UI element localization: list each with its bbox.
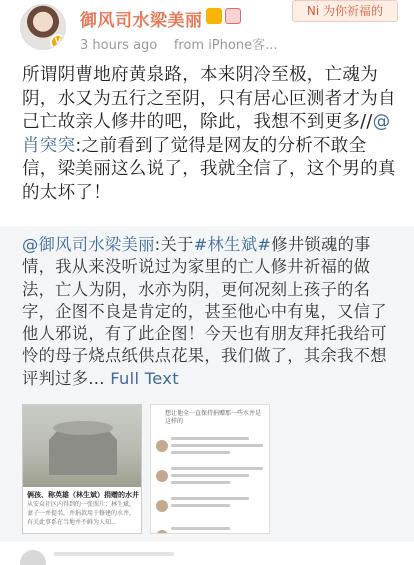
fan-badge-icon (225, 8, 241, 24)
comment-row (151, 467, 269, 493)
comment-row (151, 437, 269, 463)
hashtag-link[interactable]: #林生斌# (193, 235, 272, 254)
verified-icon: V (50, 34, 66, 50)
vip-badges (206, 8, 241, 24)
post-timestamp: 3 hours ago (80, 38, 158, 53)
comment-row (151, 527, 269, 534)
vip-badge-icon (206, 8, 222, 24)
mention-link[interactable]: @肖突突 (22, 112, 391, 156)
repost-body (22, 234, 396, 390)
comment-row (151, 497, 269, 523)
image-caption (23, 487, 142, 534)
image-caption-title: 俩孩、称英雄（林生斌）捐赠的水井 (27, 491, 139, 499)
post-text-part-3: :之前看到了觉得是网友的分析不敢全信，梁美丽这么说了，我就全信了，这个男的真的太坏了！ (22, 135, 396, 203)
repost-prefix: :关于 (154, 235, 194, 254)
post-text-part-1: 所谓阴曹地府黄泉路，本来阴冷至极，亡魂为阴，水又为五行之至阴，只有居心叵测者才为自己亡故亲人修井的吧，除此，我想不到更多// (22, 65, 396, 132)
username[interactable]: 御风司水梁美丽 (80, 11, 203, 31)
repost-author-mention[interactable]: @御风司水梁美丽 (22, 235, 155, 254)
comments-image-header: 想让他全一直保持捐赠那一些水井是这样的 (165, 410, 262, 425)
reposted-card[interactable] (0, 226, 414, 542)
post-body (22, 64, 396, 205)
next-post-preview (0, 542, 414, 565)
post-source[interactable]: from iPhone客... (173, 38, 278, 53)
repost-image-well[interactable] (22, 404, 142, 534)
full-text-link[interactable]: Full Text (110, 368, 179, 388)
next-post-avatar[interactable] (20, 550, 46, 565)
well-photo (23, 405, 142, 487)
repost-image-comments[interactable] (150, 404, 270, 534)
promo-banner[interactable]: Ni 为你祈福的 (292, 0, 398, 22)
post-header (0, 0, 414, 58)
post-meta (80, 34, 277, 53)
user-avatar[interactable] (20, 4, 66, 50)
image-caption-body: 从安众社区内得到的一张照片；林生斌、妻子一并提名，并捐款用于修建的水井，有关此事系在当地并不鲜为人知... (27, 501, 136, 526)
repost-text: 修井锁魂的事情，我从来没听说过为家里的亡人修井祈福的做法，亡人为阴，水亦为阴，更何况刻上孩子的名字，企图不良是肯定的，甚至他心中有鬼，又信了他人邪说，有了此企图！今天也有朋友拜托我给可怜的母子烧点纸供点花果，我们做了，其余我不想评判过多... (22, 235, 387, 388)
